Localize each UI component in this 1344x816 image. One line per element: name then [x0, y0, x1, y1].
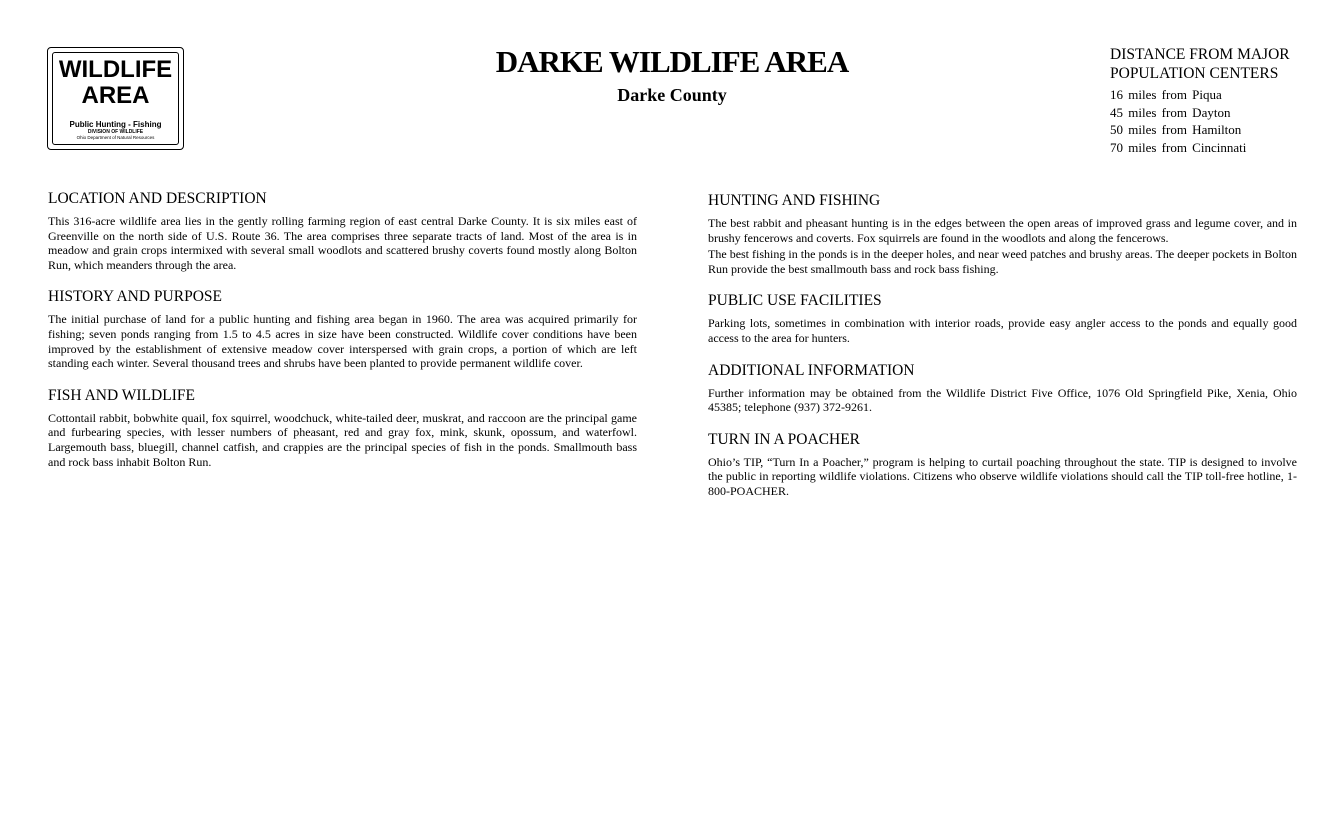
sign-line-4: DIVISION OF WILDLIFE	[87, 129, 144, 135]
page-title: DARKE WILDLIFE AREA	[495, 44, 849, 79]
section-heading: HUNTING AND FISHING	[708, 192, 881, 209]
distance-block	[1110, 45, 1330, 156]
distance-item: 70 miles from Cincinnati	[1110, 139, 1247, 155]
section-history	[48, 288, 637, 370]
section-paragraph: Ohio’s TIP, “Turn In a Poacher,” program is helping to curtail poaching throughout the state. TIP is designed to involve the public in reporting wildlife violations. Citizens who observe wildlife violations should call the TIP toll-free hotline, 1-800-POACHER.	[708, 454, 1297, 498]
section-paragraph: Further information may be obtained from the Wildlife District Five Office, 1076 Old Springfield Pike, Xenia, Ohio 45385; telephone (937) 372-9261.	[708, 385, 1297, 415]
page-subtitle: Darke County	[617, 85, 727, 105]
sign-line-1: WILDLIFE	[58, 56, 173, 83]
distance-heading-line-1: DISTANCE FROM MAJOR	[1110, 46, 1290, 63]
distance-list	[1110, 86, 1330, 156]
sign-line-2: AREA	[81, 82, 150, 109]
section-heading: HISTORY AND PURPOSE	[48, 288, 222, 306]
section-paragraph: The best rabbit and pheasant hunting is in the edges between the open areas of improved grass and legume cover, and in brushy fencerows and coverts. Fox squirrels are found in the woodlots and along the fencerows.	[708, 216, 1297, 245]
section-heading: FISH AND WILDLIFE	[48, 386, 195, 404]
section-turn-in-poacher	[708, 431, 1297, 499]
sign-line-3: Public Hunting - Fishing	[69, 120, 162, 129]
section-paragraph: The best fishing in the ponds is in the deeper holes, and near weed patches and brushy areas. The deeper pockets in Bolton Run provide the best smallmouth bass and rock bass fishing.	[708, 247, 1297, 276]
section-heading: ADDITIONAL INFORMATION	[708, 361, 915, 379]
section-additional-info	[708, 362, 1297, 415]
section-paragraph: Cottontail rabbit, bobwhite quail, fox squirrel, woodchuck, white-tailed deer, muskrat, and raccoon are the principal game and furbearing species, with lesser numbers of pheasant, red and gray fox, mink, skunk, opossum, and waterfowl. Largemouth bass, bluegill, channel catfish, and crappies are the principal species of fish in the ponds. Smallmouth bass and rock bass inhabit Bolton Run.	[48, 410, 637, 469]
section-public-use	[708, 292, 1297, 345]
section-paragraph: Parking lots, sometimes in combination with interior roads, provide easy angler access to the ponds and equally good access to the area for hunters.	[708, 316, 1297, 345]
distance-heading	[1110, 45, 1330, 83]
distance-heading-line-2: POPULATION CENTERS	[1110, 65, 1279, 82]
section-heading: TURN IN A POACHER	[708, 430, 861, 448]
sign-line-5: Ohio Department of Natural Resources	[76, 135, 155, 140]
distance-item: 50 miles from Hamilton	[1110, 122, 1242, 137]
left-column	[48, 190, 637, 485]
section-hunting-fishing	[708, 192, 1297, 276]
right-column	[708, 192, 1297, 515]
section-heading: PUBLIC USE FACILITIES	[708, 292, 882, 310]
section-heading: LOCATION AND DESCRIPTION	[48, 190, 267, 207]
section-paragraph: The initial purchase of land for a public hunting and fishing area began in 1960. The area was acquired primarily for fishing; seven ponds ranging from 1.5 to 4.5 acres in size have been constructed. Wildlife cover conditions have been improved by the establishment of extensive meadow cover interspersed with grain crops, a portion of which are left standing each winter. Several thousand trees and shrubs have been planted to provide permanent wildlife cover.	[48, 312, 637, 371]
section-fish-wildlife	[48, 387, 637, 469]
section-paragraph: This 316-acre wildlife area lies in the gently rolling farming region of east central Darke County. It is six miles east of Greenville on the north side of U.S. Route 36. The area comprises three separate tracts of land. Most of the area is in meadow and grain crops intermixed with several small woodlots and scattered brushy coverts found mostly along Bolton Run, which meanders through the area.	[48, 214, 637, 272]
distance-item: 45 miles from Dayton	[1110, 104, 1231, 120]
section-location	[48, 190, 637, 272]
distance-item: 16 miles from Piqua	[1110, 87, 1222, 102]
